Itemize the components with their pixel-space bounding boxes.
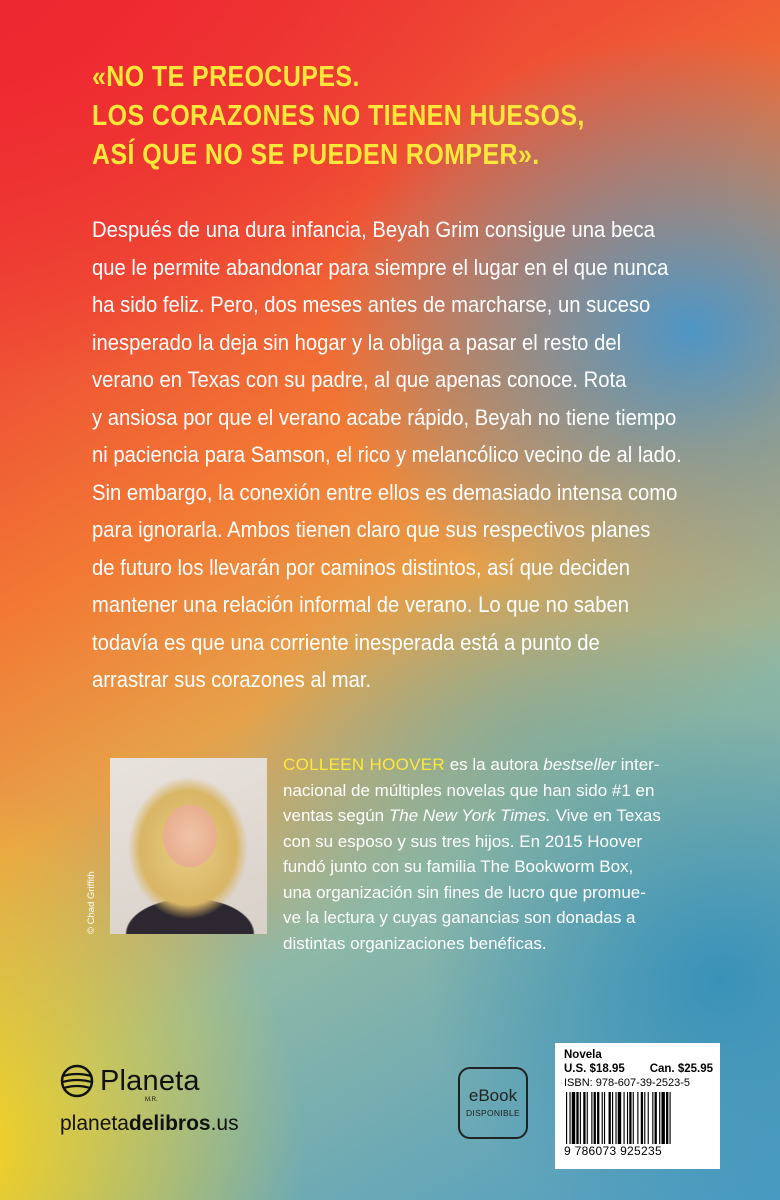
- author-name: COLLEEN HOOVER: [283, 755, 445, 774]
- ebook-title: eBook: [468, 1086, 518, 1105]
- bio-line: [283, 803, 753, 829]
- bio-text: ventas según: [283, 806, 389, 825]
- synopsis-line: de futuro los llevarán por caminos distintos, así que deciden: [92, 554, 631, 580]
- bio-line: una organización sin fines de lucro que promue-: [283, 882, 646, 902]
- ebook-subtitle: DISPONIBLE: [465, 1108, 521, 1118]
- bio-line: con su esposo y sus tres hijos. En 2015 Hoover: [283, 831, 643, 851]
- publisher-logo: [60, 1064, 200, 1098]
- bio-emphasis: bestseller: [543, 755, 617, 774]
- photo-credit: © Chad Griffith: [86, 871, 97, 934]
- synopsis-line: ha sido feliz. Pero, dos meses antes de marcharse, un suceso: [92, 292, 651, 317]
- website-part: delibros: [128, 1112, 211, 1135]
- quote-line: ASÍ QUE NO SE PUEDEN ROMPER».: [92, 139, 540, 171]
- synopsis-line: Después de una dura infancia, Beyah Grim consigue una beca: [92, 217, 655, 242]
- synopsis-line: Sin embargo, la conexión entre ellos es demasiado intensa como: [92, 479, 678, 505]
- website-part: planeta: [60, 1112, 129, 1135]
- barcode-digits: 9 786073 925235: [564, 1144, 662, 1158]
- ebook-badge: [458, 1067, 528, 1139]
- synopsis-line: verano en Texas con su padre, al que apenas conoce. Rota: [92, 367, 627, 392]
- publisher-website: [60, 1112, 239, 1136]
- barcode-icon: [564, 1092, 713, 1144]
- synopsis-line: y ansiosa por que el verano acabe rápido, Beyah no tiene tiempo: [92, 404, 677, 430]
- bio-line: distintas organizaciones benéficas.: [283, 933, 547, 953]
- bio-line: ve la lectura y cuyas ganancias son donadas a: [283, 908, 636, 927]
- bio-line: fundó junto con su familia The Bookworm Box,: [283, 857, 634, 876]
- website-part: .us: [210, 1112, 239, 1135]
- publisher-name: Planeta: [100, 1064, 200, 1097]
- quote-line: «NO TE PREOCUPES.: [92, 61, 360, 93]
- us-price: U.S. $18.95: [564, 1063, 625, 1075]
- globe-icon: [60, 1064, 94, 1098]
- can-price: Can. $25.95: [649, 1063, 713, 1075]
- author-bio: [283, 752, 753, 956]
- synopsis-line: que le permite abandonar para siempre el lugar en el que nunca: [92, 254, 669, 280]
- price-row: [564, 1062, 713, 1076]
- trademark-mark: M.R.: [145, 1097, 158, 1103]
- barcode-panel: [555, 1043, 720, 1169]
- bio-text: es la autora: [444, 755, 544, 774]
- author-photo: [110, 758, 267, 934]
- newspaper-title: The New York Times.: [388, 806, 551, 825]
- synopsis-line: arrastrar sus corazones al mar.: [92, 667, 372, 692]
- isbn-label: ISBN: 978-607-39-2523-5: [564, 1077, 690, 1089]
- synopsis-line: todavía es que una corriente inesperada está a punto de: [92, 629, 600, 655]
- synopsis-line: inesperado la deja sin hogar y la obliga a pasar el resto del: [92, 329, 622, 355]
- synopsis-line: ni paciencia para Samson, el rico y melancólico vecino de al lado.: [92, 442, 682, 467]
- genre-label: Novela: [564, 1049, 602, 1061]
- bio-line: [283, 752, 753, 778]
- bio-line: nacional de múltiples novelas que han sido #1 en: [283, 780, 655, 800]
- quote-line: LOS CORAZONES NO TIENEN HUESOS,: [92, 100, 585, 132]
- bio-text: Vive en Texas: [550, 806, 661, 825]
- synopsis: [92, 211, 740, 699]
- synopsis-line: para ignorarla. Ambos tienen claro que sus respectivos planes: [92, 517, 651, 542]
- bio-text: inter-: [616, 755, 660, 774]
- pull-quote: [92, 58, 642, 175]
- synopsis-line: mantener una relación informal de verano. Lo que no saben: [92, 592, 629, 617]
